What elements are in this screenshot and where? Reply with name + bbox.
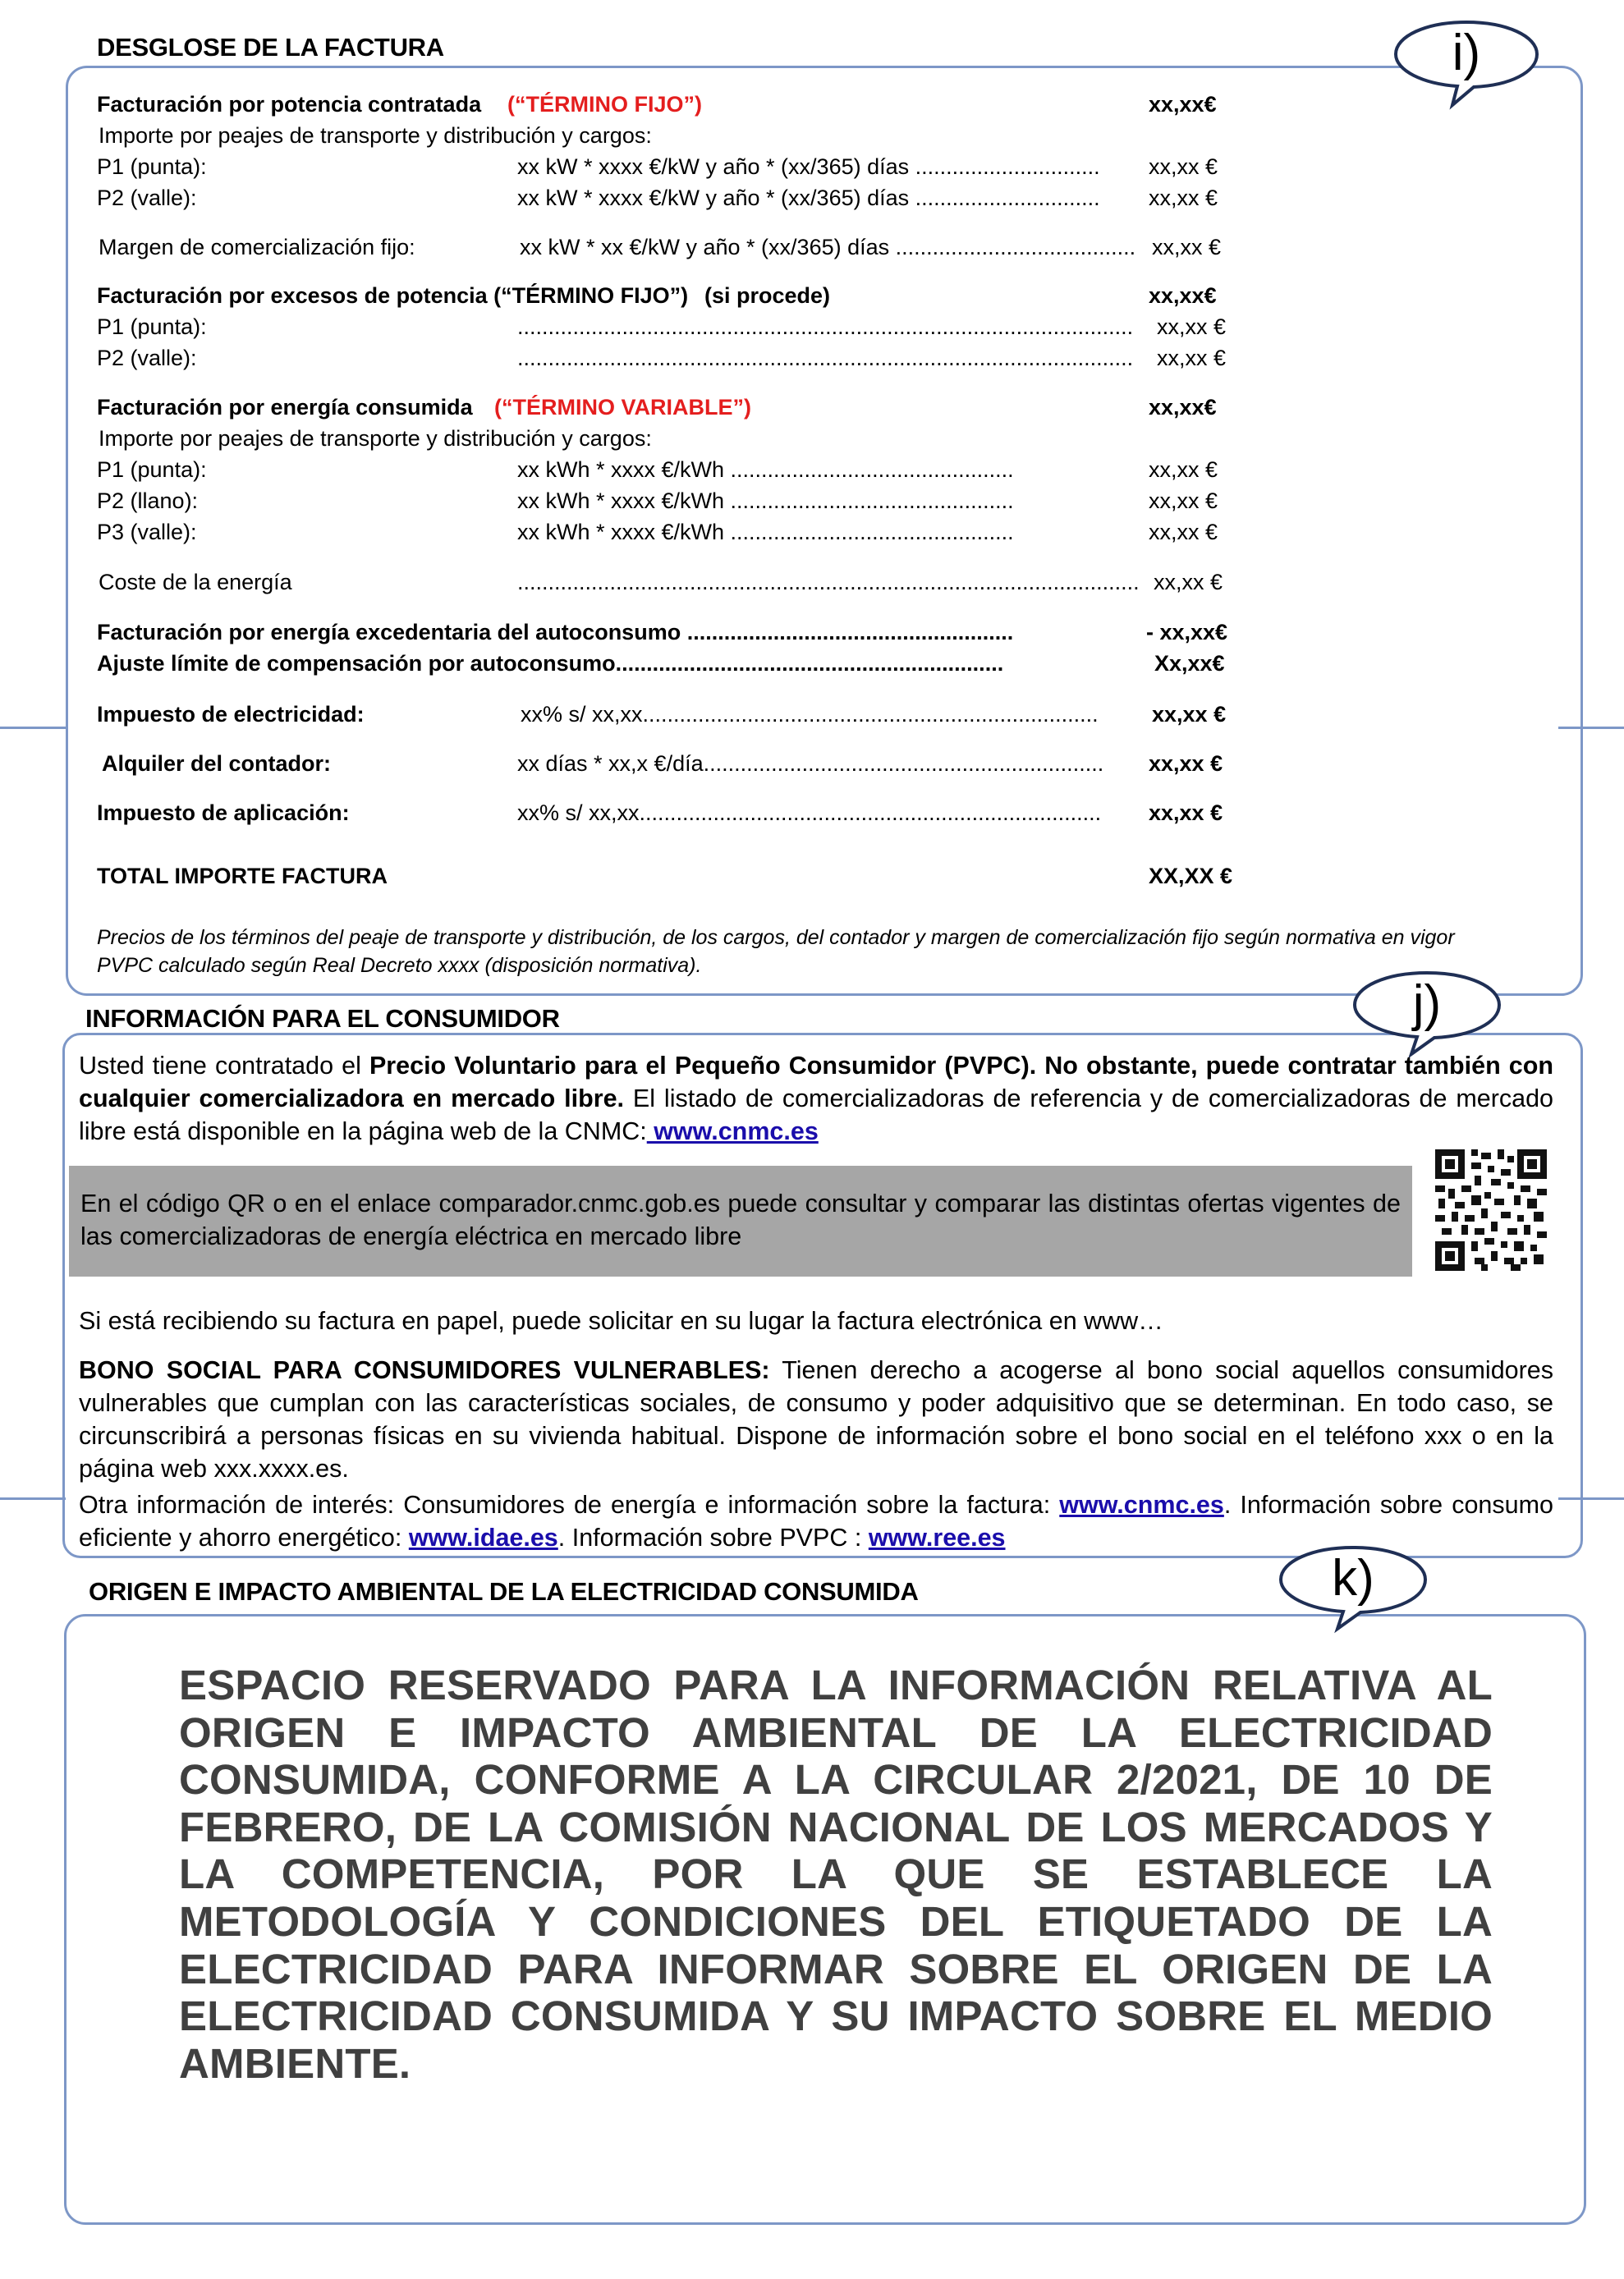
bono-social-paragraph: BONO SOCIAL PARA CONSUMIDORES VULNERABLES: Tienen derecho a acogerse al bono social aquellos consumidores vulnerables que cumplan con las características sociales, de consumo y poder adquisitivo que se determinan. En todo caso, se circunscribirá a personas físicas en su vivienda habitual. Dispone de información sobre el bono social en el teléfono xxx o en la página web xxx.xxxx.es. <box>79 1356 1553 1483</box>
section-title-desglose: DESGLOSE DE LA FACTURA <box>97 33 444 62</box>
qr-code-icon[interactable] <box>1435 1149 1547 1271</box>
right-divider <box>1558 727 1624 729</box>
bubble-i: i) <box>1392 18 1541 100</box>
section-title-origen: ORIGEN E IMPACTO AMBIENTAL DE LA ELECTRICIDAD CONSUMIDA <box>89 1577 919 1606</box>
qr-info-box: En el código QR o en el enlace comparador.cnmc.gob.es puede consultar y comparar las distintas ofertas vigentes de las comercializadoras de energía eléctrica en mercado libre <box>69 1166 1412 1277</box>
cnmc-link[interactable]: www.cnmc.es <box>646 1117 819 1145</box>
otra-informacion-paragraph: Otra información de interés: Consumidores de energía e información sobre la factura: www.cnmc.es. Información sobre consumo eficiente y ahorro energético: www.idae.es. Información sobre PVPC : www.ree.es <box>79 1491 1553 1552</box>
left-divider <box>0 727 66 729</box>
nota-pvpc: PVPC calculado según Real Decreto xxxx (disposición normativa). <box>97 954 702 977</box>
section-title-info: INFORMACIÓN PARA EL CONSUMIDOR <box>85 1004 560 1033</box>
origen-reserved-text: ESPACIO RESERVADO PARA LA INFORMACIÓN RELATIVA AL ORIGEN E IMPACTO AMBIENTAL DE LA ELECTRICIDAD CONSUMIDA, CONFORME A LA CIRCULAR 2/2021, DE 10 DE FEBRERO, DE LA COMISIÓN NACIONAL DE LOS MERCADOS Y LA COMPETENCIA, POR LA QUE SE ESTABLECE LA METODOLOGÍA Y CONDICIONES DEL ETIQUETADO DE LA ELECTRICIDAD PARA INFORMAR SOBRE EL ORIGEN DE LA ELECTRICIDAD CONSUMIDA Y SU IMPACTO SOBRE EL MEDIO AMBIENTE. <box>179 1662 1493 2087</box>
pvpc-paragraph: Usted tiene contratado el Precio Voluntario para el Pequeño Consumidor (PVPC). No obstante, puede contratar también con cualquier comercializadora en mercado libre. El listado de comercializadoras de referencia y de comercializadoras de mercado libre está disponible en la página web de la CNMC: www.cnmc.es <box>79 1052 1554 1145</box>
nota-precios: Precios de los términos del peaje de transporte y distribución, de los cargos, del contador y margen de comercialización fijo según normativa en vigor <box>97 926 1455 949</box>
bubble-k: k) <box>1277 1543 1429 1626</box>
bubble-j: j) <box>1351 969 1503 1051</box>
idae-link[interactable]: www.idae.es <box>408 1524 558 1552</box>
right-divider-2 <box>1558 1497 1624 1500</box>
left-divider-2 <box>0 1497 66 1500</box>
cnmc-factura-link[interactable]: www.cnmc.es <box>1059 1491 1224 1519</box>
ree-link[interactable]: www.ree.es <box>868 1524 1006 1552</box>
factura-papel-text: Si está recibiendo su factura en papel, puede solicitar en su lugar la factura electrónica en www… <box>79 1307 1163 1335</box>
